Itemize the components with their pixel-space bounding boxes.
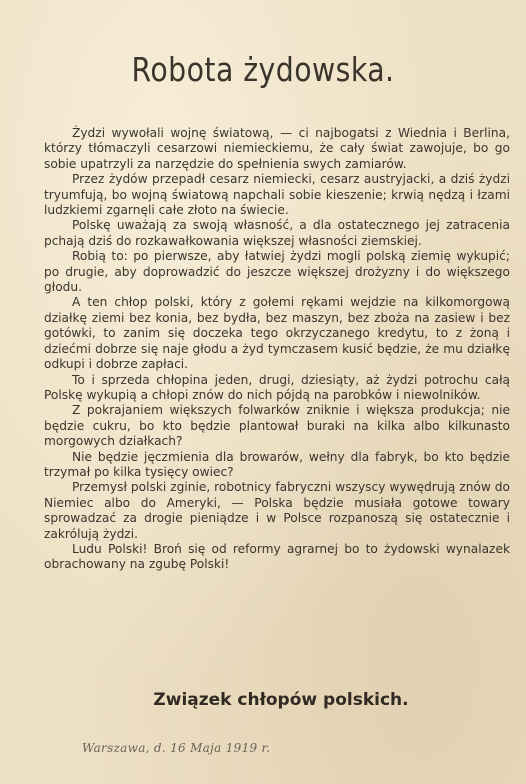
paragraph: Z pokrajaniem większych folwarków zniknie i większa produkcja; nie będzie cukru, bo kto będzie plantował buraki na kilka albo kilkunasto morgowych działkach?: [44, 403, 510, 449]
paragraph: Robią to: po pierwsze, aby łatwiej żydzi mogli polską ziemię wykupić; po drugie, aby doprowadzić do jeszcze większej drożyzny i do większego głodu.: [44, 249, 510, 295]
paragraph: Polskę uważają za swoją własność, a dla ostatecznego jej zatracenia pchają dziś do rozkawałkowania większej własności ziemskiej.: [44, 218, 510, 248]
paragraph: A ten chłop polski, który z gołemi rękami wejdzie na kilkomorgową działkę ziemi bez konia, bez bydła, bez maszyn, bez zboża na zasiew i bez gotówki, to zanim się doczeka tego okrzyczanego kredytu, to z żoną i dziećmi dobrze się naje głodu a żyd tymczasem kusić będzie, że mu działkę odkupi i dobrze zapłaci.: [44, 295, 510, 372]
document-title: Robota żydowska.: [131, 50, 395, 89]
signature: Związek chłopów polskich.: [153, 690, 409, 710]
dateline: Warszawa, d. 16 Maja 1919 r.: [82, 741, 271, 755]
paragraph: To i sprzeda chłopina jeden, drugi, dziesiąty, aż żydzi potrochu całą Polskę wykupią a chłopi znów do nich pójdą na parobków i niewolników.: [44, 372, 510, 402]
paragraph: Żydzi wywołali wojnę światową, — ci najbogatsi z Wiednia i Berlina, którzy tłómaczyli cesarzowi niemieckiemu, że cały świat zawojuje, bo go sobie upatrzyli za narzędzie do spełnienia swych zamiarów.: [44, 126, 510, 171]
paragraph: Nie będzie jęczmienia dla browarów, wełny dla fabryk, bo kto będzie trzymał po kilka tysięcy owiec?: [44, 449, 510, 479]
document-body: [44, 126, 510, 573]
paragraph: Ludu Polski! Broń się od reformy agrarnej bo to żydowski wynalazek obrachowany na zgubę Polski!: [44, 541, 510, 572]
paragraph: Przemysł polski zginie, robotnicy fabryczni wszyscy wywędrują znów do Niemiec albo do Ameryki, — Polska będzie musiała gotowe towary sprowadzać za drogie pieniądze i w Polsce rozpanoszą się ostatecznie i zakrólują żydzi.: [44, 480, 510, 541]
paragraph: Przez żydów przepadł cesarz niemiecki, cesarz austryjacki, a dziś żydzi tryumfują, bo wojną światową napchali sobie kieszenie; krwią nędzą i łzami ludzkiemi zgarnęli całe złoto na świecie.: [44, 172, 510, 218]
